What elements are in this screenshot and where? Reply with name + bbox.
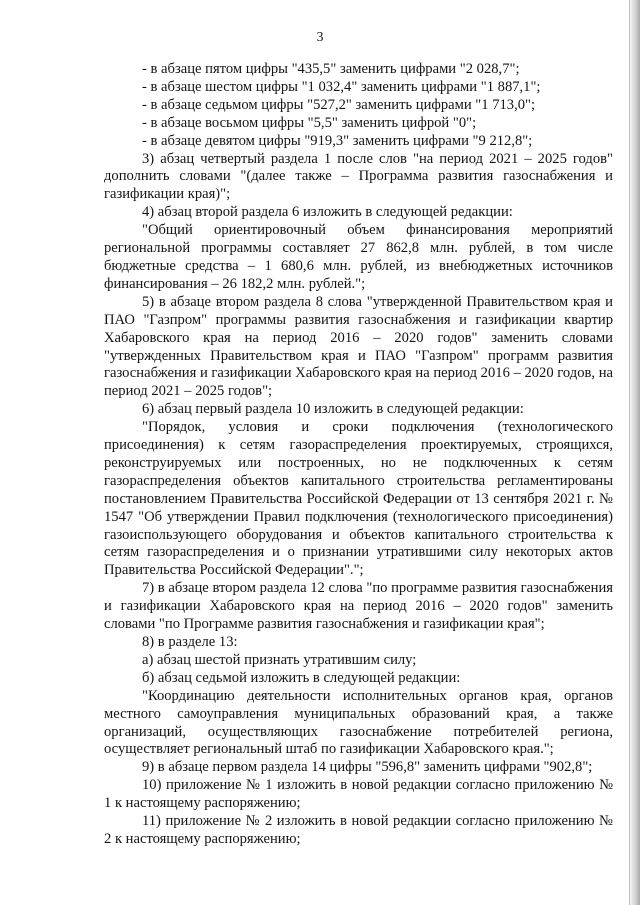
paragraph-item-9: 9) в абзаце первом раздела 14 цифры "596,8" заменить цифрами "902,8"; bbox=[142, 759, 593, 776]
paragraph-amend-abzac-6: - в абзаце шестом цифры "1 032,4" заменить цифрами "1 887,1"; bbox=[142, 78, 541, 95]
paragraph-item-4: 4) абзац второй раздела 6 изложить в следующей редакции: bbox=[142, 204, 513, 221]
paragraph-amend-abzac-5: - в абзаце пятом цифры "435,5" заменить цифрами "2 028,7"; bbox=[142, 61, 520, 77]
paragraph-item-8b: б) абзац седьмой изложить в следующей редакции: bbox=[142, 669, 461, 686]
paragraph-item-11: 11) приложение № 2 изложить в новой редакции согласно приложению № 2 к настоящему распоряжению; bbox=[104, 813, 613, 847]
paragraph-item-8: 8) в разделе 13: bbox=[142, 634, 238, 650]
paragraph-quote-coordination: "Координацию деятельности исполнительных органов края, органов местного самоуправления муниципальных образований края, а также организаций, осуществляющих газоснабжение потребителей региона, осуществляет региональный штаб по газификации Хабаровского края."; bbox=[104, 687, 613, 758]
paragraph-amend-abzac-7: - в абзаце седьмом цифры "527,2" заменить цифрами "1 713,0"; bbox=[142, 96, 536, 113]
document-body bbox=[104, 61, 613, 849]
page-number: 3 bbox=[316, 30, 324, 45]
paragraph-item-6: 6) абзац первый раздела 10 изложить в следующей редакции: bbox=[142, 401, 524, 418]
paragraph-item-3: 3) абзац четвертый раздела 1 после слов "на период 2021 – 2025 годов" дополнить словами "(далее также – Программа развития газоснабжения и газификации края)"; bbox=[104, 150, 613, 203]
paragraph-quote-connection-order: "Порядок, условия и сроки подключения (технологического присоединения) к сетям газораспределения проектируемых, строящихся, реконструируемых или построенных, но не подключенных к сетям газораспределения объектов капитального строительства регламентированы постановлением Правительства Российской Федерации от 13 сентября 2021 г. № 1547 "Об утверждении Правил подключения (технологического присоединения) газоиспользующего оборудования и объектов капитального строительства к сетям газораспределения и о признании утратившими силу некоторых актов Правительства Российской Федерации"."; bbox=[104, 419, 613, 579]
paragraph-item-7: 7) в абзаце втором раздела 12 слова "по программе развития газоснабжения и газификации Хабаровского края на период 2016 – 2020 годов" заменить словами "по Программе развития газоснабжения и газификации края"; bbox=[104, 580, 613, 633]
paragraph-quote-financing: "Общий ориентировочный объем финансирования мероприятий региональной программы составляет 27 862,8 млн. рублей, в том числе бюджетные средства – 1 680,6 млн. рублей, из внебюджетных источников финансирования – 26 182,2 млн. рублей."; bbox=[104, 222, 613, 292]
paragraph-amend-abzac-8: - в абзаце восьмом цифры "5,5" заменить цифрой "0"; bbox=[142, 114, 477, 131]
paragraph-amend-abzac-9: - в абзаце девятом цифры "919,3" заменить цифрами "9 212,8"; bbox=[142, 132, 533, 149]
paragraph-item-5: 5) в абзаце втором раздела 8 слова "утвержденной Правительством края и ПАО "Газпром" программы развития газоснабжения и газификации квартир Хабаровского края на период 2016 – 2020 годов" заменить словами "утвержденных Правительством края и ПАО "Газпром" программ развития газоснабжения и газификации Хабаровского края на период 2016 – 2020 годов, на период 2021 – 2025 годов"; bbox=[104, 293, 613, 400]
paragraph-item-8a: а) абзац шестой признать утратившим силу; bbox=[142, 651, 417, 668]
scan-shadow-strip bbox=[630, 0, 640, 905]
paragraph-item-10: 10) приложение № 1 изложить в новой редакции согласно приложению № 1 к настоящему распоряжению; bbox=[104, 777, 613, 812]
